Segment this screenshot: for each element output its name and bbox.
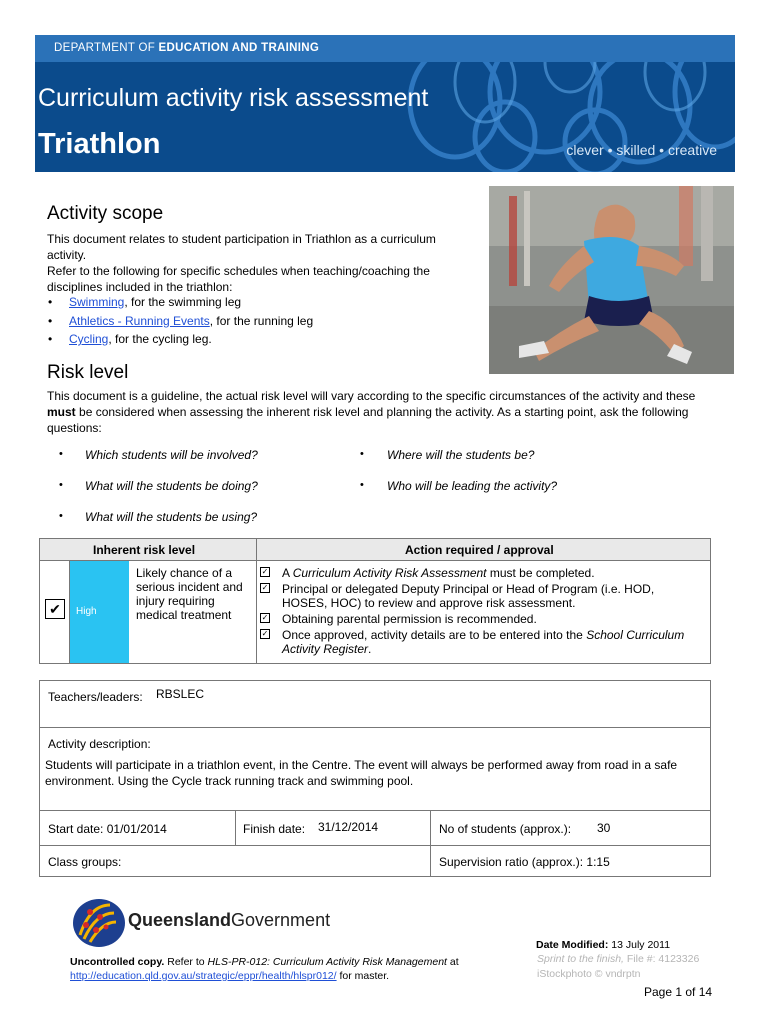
- title-banner: [35, 62, 735, 172]
- uncontrolled-notice: Uncontrolled copy. Refer to HLS-PR-012: Curriculum Activity Risk Management at http://education.qld.gov.au/strategic/eppr/health/hlspr012/ for master.: [70, 956, 459, 982]
- risk-description: Likely chance of a serious incident and injury requiring medical treatment: [136, 566, 243, 622]
- finish-date-box[interactable]: [235, 810, 431, 846]
- teachers-box[interactable]: [39, 680, 711, 728]
- department-name: DEPARTMENT OF EDUCATION AND TRAINING: [54, 42, 320, 54]
- action-item: ✓ Principal or delegated Deputy Principal or Head of Program (i.e. HOD, HOSES, HOC) to review and approve risk assessment.: [261, 582, 655, 610]
- department-bar: [35, 35, 735, 62]
- check-icon: ✓: [261, 613, 269, 622]
- activity-name: Triathlon: [38, 128, 161, 160]
- risk-heading: Risk level: [47, 362, 129, 383]
- action-item: ✓ Once approved, activity details are to be entered into the School Curriculum Activity Register.: [261, 628, 685, 656]
- master-document-link[interactable]: http://education.qld.gov.au/strategic/eppr/health/hlspr012/: [70, 970, 337, 982]
- question-item: What will the students be doing?: [85, 479, 258, 493]
- runner-photo: [489, 186, 734, 374]
- risk-level-label: High: [76, 606, 97, 617]
- page-number: Page 1 of 14: [644, 985, 713, 999]
- risk-level-high-cell: [70, 561, 129, 663]
- photo-caption: Sprint to the finish, File #: 4123326: [537, 953, 700, 965]
- page-title: Curriculum activity risk assessment: [38, 84, 429, 112]
- class-groups-box[interactable]: [39, 845, 431, 877]
- check-icon: ✓: [261, 583, 269, 592]
- date-modified: Date Modified: 13 July 2011: [536, 939, 671, 951]
- risk-intro: This document is a guideline, the actual risk level will vary according to the specific circumstances of the activity and these must be considered when assessing the inherent risk level and planning the activity. As a starting point, ask the following questions:: [47, 389, 696, 435]
- action-item: ✓ Obtaining parental permission is recommended.: [261, 612, 537, 626]
- athletics-link[interactable]: Athletics - Running Events: [69, 313, 210, 328]
- question-item: Which students will be involved?: [85, 448, 258, 462]
- ratio-box[interactable]: [430, 845, 711, 877]
- list-item: • Swimming, for the swimming leg: [48, 295, 242, 309]
- discipline-list: [47, 293, 313, 349]
- swimming-link[interactable]: Swimming: [69, 295, 125, 309]
- question-item: Who will be leading the activity?: [387, 479, 558, 493]
- photo-credit: iStockphoto © vndrptn: [537, 968, 641, 980]
- question-item: Where will the students be?: [387, 448, 535, 462]
- students-label: No of students (approx.):: [439, 822, 572, 836]
- check-icon: ✓: [261, 629, 269, 638]
- risk-table-header: [40, 539, 710, 561]
- question-item: What will the students be using?: [85, 510, 258, 524]
- logo-wordmark: QueenslandGovernment: [128, 910, 331, 930]
- tagline: clever • skilled • creative: [566, 142, 717, 158]
- start-date-box[interactable]: [39, 810, 236, 846]
- class-groups-label: Class groups:: [48, 855, 122, 869]
- students-box[interactable]: [430, 810, 711, 846]
- finish-date-label: Finish date:: [243, 822, 306, 836]
- check-icon: ✓: [261, 567, 269, 576]
- cycling-link[interactable]: Cycling: [69, 332, 109, 346]
- description-value: Students will participate in a triathlon event, in the Centre. The event will always be performed away from road in a safe environment. Using the Cycle track running track and swimming pool.: [45, 758, 678, 788]
- risk-table: [39, 538, 711, 664]
- list-item: • Athletics - Running Events, for the running leg: [48, 313, 314, 328]
- action-list: [260, 566, 700, 658]
- description-label: Activity description:: [48, 737, 151, 751]
- action-item: ✓ A Curriculum Activity Risk Assessment must be completed.: [261, 566, 595, 580]
- finish-date-value: 31/12/2014: [318, 820, 379, 834]
- scope-intro: This document relates to student participation in Triathlon as a curriculum activity.: [47, 232, 436, 262]
- risk-level-checkbox[interactable]: ✔: [45, 599, 65, 619]
- action-required-header: Action required / approval: [405, 543, 554, 557]
- inherent-risk-header: Inherent risk level: [93, 543, 196, 557]
- scope-refer: Refer to the following for specific schedules when teaching/coaching the disciplines included in the triathlon:: [47, 264, 430, 294]
- students-value: 30: [597, 821, 611, 835]
- teachers-label: Teachers/leaders:: [48, 690, 143, 704]
- teachers-value: RBSLEC: [156, 687, 205, 701]
- start-date: Start date: 01/01/2014: [48, 822, 167, 836]
- scope-heading: Activity scope: [47, 203, 164, 224]
- ratio: Supervision ratio (approx.): 1:15: [439, 855, 610, 869]
- description-box[interactable]: [39, 727, 711, 811]
- list-item: • Cycling, for the cycling leg.: [48, 332, 212, 346]
